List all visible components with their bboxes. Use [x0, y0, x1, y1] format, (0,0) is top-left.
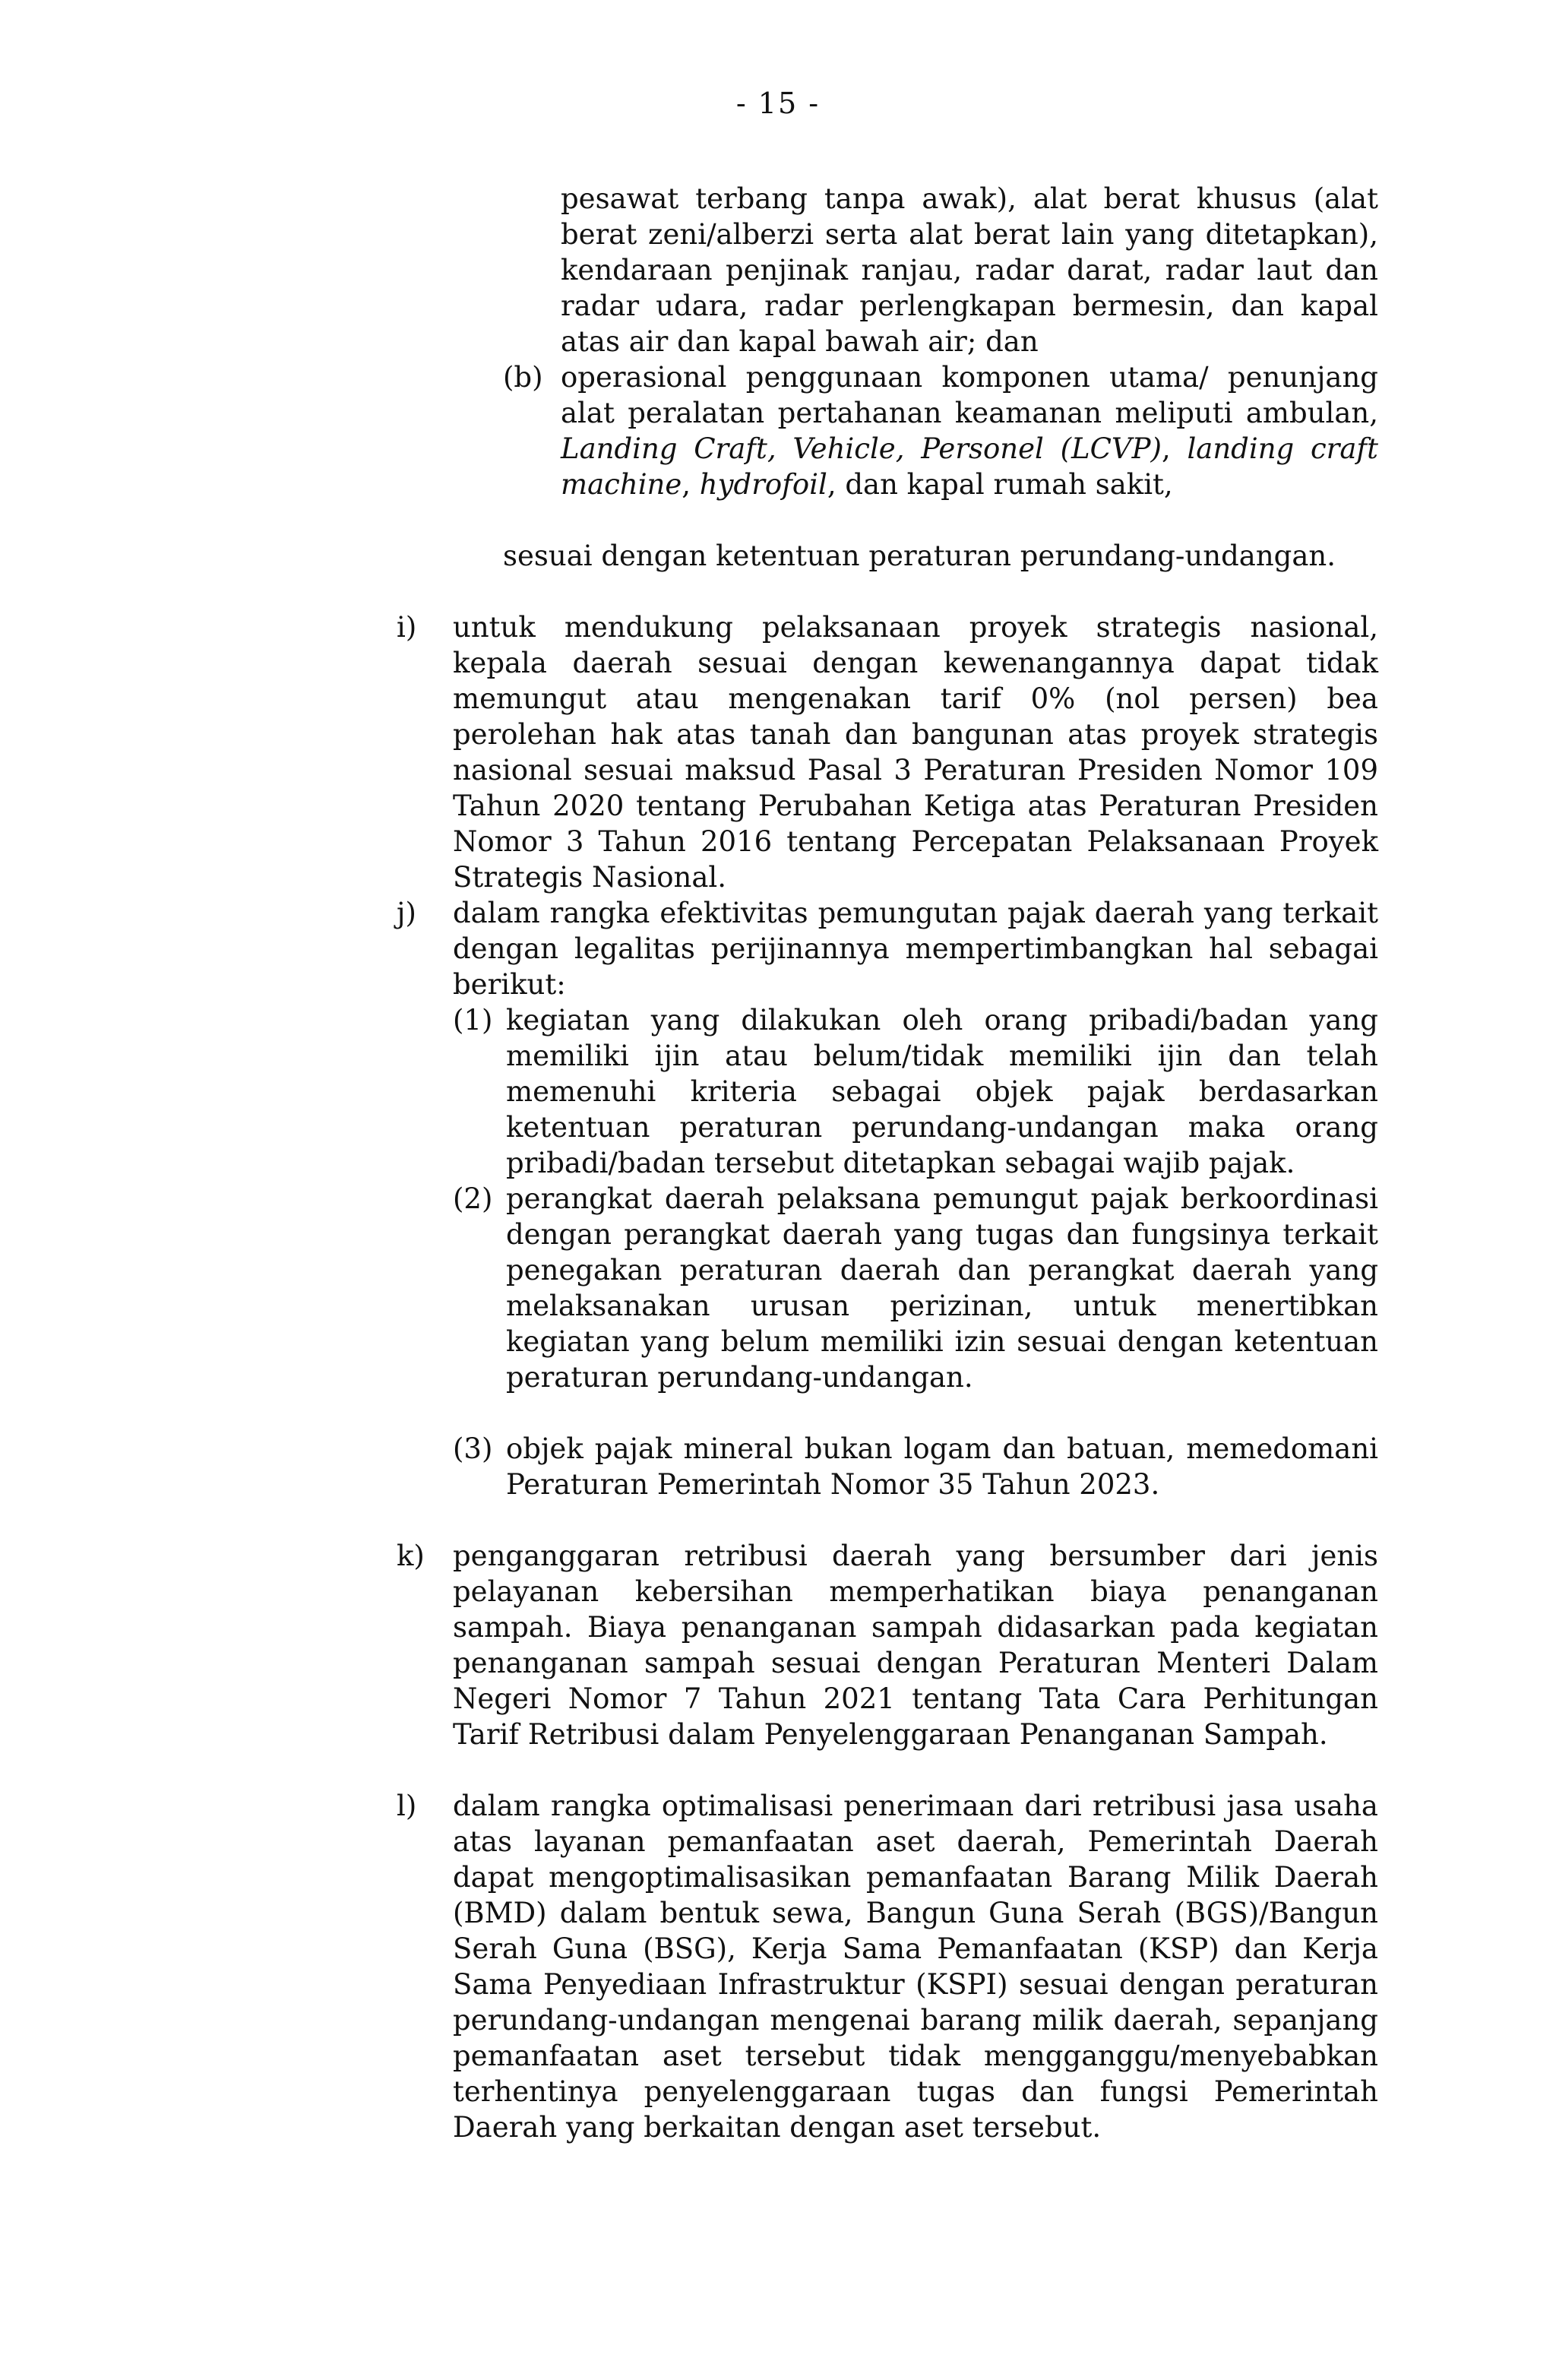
item-j3-text: objek pajak mineral bukan logam dan batuan, memedomani Peraturan Pemerintah Nomor 35 Tahun 2023.: [506, 1432, 1378, 1501]
sub-item-b-text: [561, 359, 1378, 502]
item-l-label: l): [397, 1790, 417, 1822]
item-k-label: k): [397, 1540, 425, 1572]
sub-item-b-text-part4: , dan kapal rumah sakit,: [827, 468, 1173, 501]
sub-item-b-italic-hydrofoil: hydrofoil: [699, 468, 827, 501]
sub-item-b-text-part1: operasional penggunaan komponen utama/ penunjang alat peralatan pertahanan keamanan meliputi ambulan,: [561, 361, 1378, 429]
item-l-text: dalam rangka optimalisasi penerimaan dari retribusi jasa usaha atas layanan pemanfaatan aset daerah, Pemerintah Daerah dapat mengoptimalisasikan pemanfaatan Barang Milik Daerah (BMD) dalam bentuk sewa, Bangun Guna Serah (BGS)/Bangun Serah Guna (BSG), Kerja Sama Pemanfaatan (KSP) dan Kerja Sama Penyediaan Infrastruktur (KSPI) sesuai dengan peraturan perundang-undangan mengenai barang milik daerah, sepanjang pemanfaatan aset tersebut tidak mengganggu/menyebabkan terhentinya penyelenggaraan tugas dan fungsi Pemerintah Daerah yang berkaitan dengan aset tersebut.: [453, 1790, 1378, 2144]
item-h-closing: sesuai dengan ketentuan peraturan perundang-undangan.: [503, 540, 1336, 572]
sub-item-a-continuation: pesawat terbang tanpa awak), alat berat khusus (alat berat zeni/alberzi serta alat berat lain yang ditetapkan), kendaraan penjinak ranjau, radar darat, radar laut dan radar udara, radar perlengkapan bermesin, dan kapal atas air dan kapal bawah air; dan: [561, 182, 1378, 358]
sub-item-b-text-part2: ,: [1161, 432, 1188, 465]
sub-item-b-italic-lcvp: Landing Craft, Vehicle, Personel (LCVP): [561, 432, 1162, 465]
page-number: - 15 -: [735, 87, 821, 120]
item-j-label: j): [397, 897, 416, 929]
item-i-label: i): [397, 611, 417, 644]
item-j1-label: (1): [453, 1004, 493, 1037]
item-j2-label: (2): [453, 1182, 493, 1215]
item-i-text: untuk mendukung pelaksanaan proyek strategis nasional, kepala daerah sesuai dengan kewenangannya dapat tidak memungut atau mengenakan tarif 0% (nol persen) bea perolehan hak atas tanah dan bangunan atas proyek strategis nasional sesuai maksud Pasal 3 Peraturan Presiden Nomor 109 Tahun 2020 tentang Perubahan Ketiga atas Peraturan Presiden Nomor 3 Tahun 2016 tentang Percepatan Pelaksanaan Proyek Strategis Nasional.: [453, 611, 1378, 894]
sub-item-b-italic-lcm: landing craft machine: [561, 432, 1378, 501]
item-j2-text: perangkat daerah pelaksana pemungut pajak berkoordinasi dengan perangkat daerah yang tugas dan fungsinya terkait penegakan peraturan daerah dan perangkat daerah yang melaksanakan urusan perizinan, untuk menertibkan kegiatan yang belum memiliki izin sesuai dengan ketentuan peraturan perundang-undangan.: [506, 1182, 1378, 1394]
item-j1-text: kegiatan yang dilakukan oleh orang pribadi/badan yang memiliki ijin atau belum/tidak memiliki ijin dan telah memenuhi kriteria sebagai objek pajak berdasarkan ketentuan peraturan perundang-undangan maka orang pribadi/badan tersebut ditetapkan sebagai wajib pajak.: [506, 1004, 1378, 1179]
item-k-text: penganggaran retribusi daerah yang bersumber dari jenis pelayanan kebersihan memperhatikan biaya penanganan sampah. Biaya penanganan sampah didasarkan pada kegiatan penanganan sampah sesuai dengan Peraturan Menteri Dalam Negeri Nomor 7 Tahun 2021 tentang Tata Cara Perhitungan Tarif Retribusi dalam Penyelenggaraan Penanganan Sampah.: [453, 1540, 1378, 1751]
item-j3-label: (3): [453, 1432, 493, 1465]
item-j-text: dalam rangka efektivitas pemungutan pajak daerah yang terkait dengan legalitas perijinannya mempertimbangkan hal sebagai berikut:: [453, 897, 1378, 1001]
sub-item-b-label: (b): [503, 361, 543, 394]
sub-item-b-text-part3: ,: [682, 468, 700, 501]
